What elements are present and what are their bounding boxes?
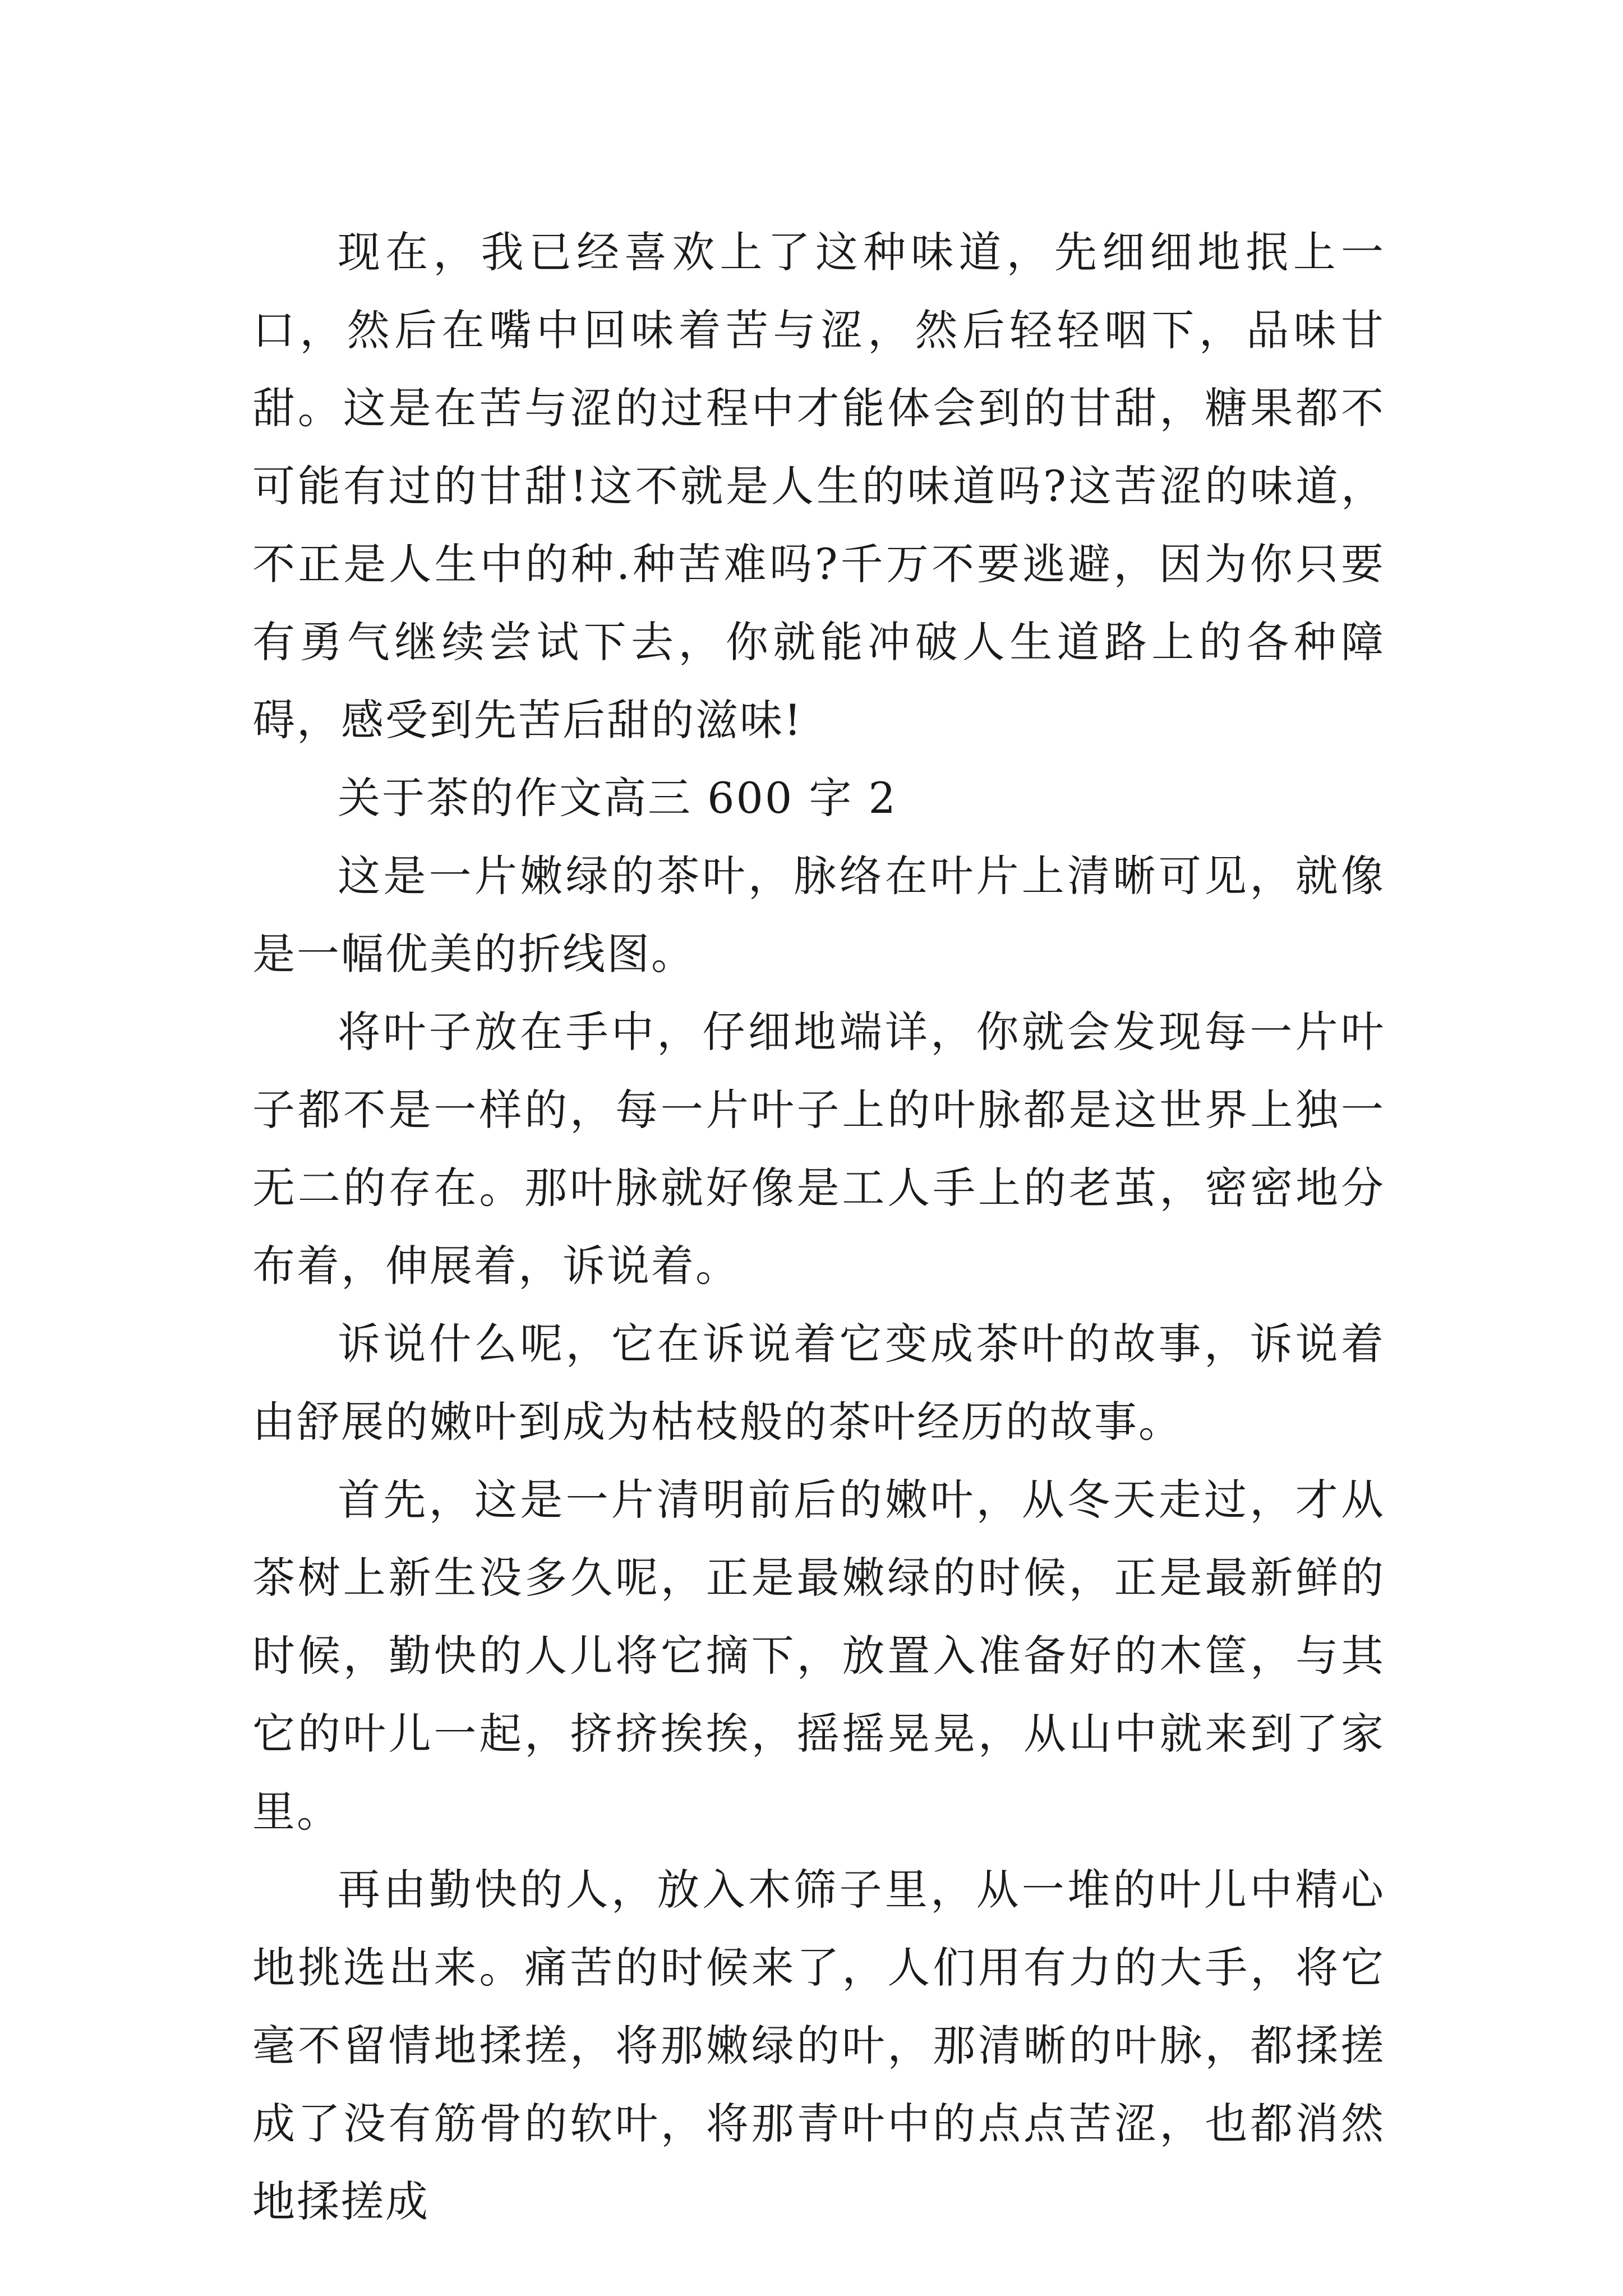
paragraph: 诉说什么呢，它在诉说着它变成茶叶的故事，诉说着由舒展的嫩叶到成为枯枝般的茶叶经历的故事。 [252, 1319, 1385, 1447]
paragraph: 将叶子放在手中，仔细地端详，你就会发现每一片叶子都不是一样的，每一片叶子上的叶脉都是这世界上独一无二的存在。那叶脉就好像是工人手上的老茧，密密地分布着，伸展着，诉说着。 [252, 1007, 1385, 1291]
essay-heading: 关于茶的作文高三 600 字 2 [338, 773, 897, 823]
paragraph: 现在，我已经喜欢上了这种味道，先细细地抿上一口，然后在嘴中回味着苦与涩，然后轻轻咽下，品味甘甜。这是在苦与涩的过程中才能体会到的甘甜，糖果都不可能有过的甘甜!这不就是人生的味道吗?这苦涩的味道，不正是人生中的种.种苦难吗?千万不要逃避，因为你只要有勇气继续尝试下去，你就能冲破人生道路上的各种障碍，感受到先苦后甜的滋味! [252, 227, 1385, 745]
document-page [252, 213, 1385, 2240]
paragraph: 再由勤快的人，放入木筛子里，从一堆的叶儿中精心地挑选出来。痛苦的时候来了，人们用有力的大手，将它毫不留情地揉搓，将那嫩绿的叶，那清晰的叶脉，都揉搓成了没有筋骨的软叶，将那青叶中的点点苦涩，也都消然地揉搓成 [252, 1865, 1385, 2226]
paragraph: 首先，这是一片清明前后的嫩叶，从冬天走过，才从茶树上新生没多久呢，正是最嫩绿的时候，正是最新鲜的时候，勤快的人儿将它摘下，放置入准备好的木筐，与其它的叶儿一起，挤挤挨挨，摇摇晃晃，从山中就来到了家里。 [252, 1475, 1385, 1837]
paragraph: 这是一片嫩绿的茶叶，脉络在叶片上清晰可见，就像是一幅优美的折线图。 [252, 851, 1385, 979]
